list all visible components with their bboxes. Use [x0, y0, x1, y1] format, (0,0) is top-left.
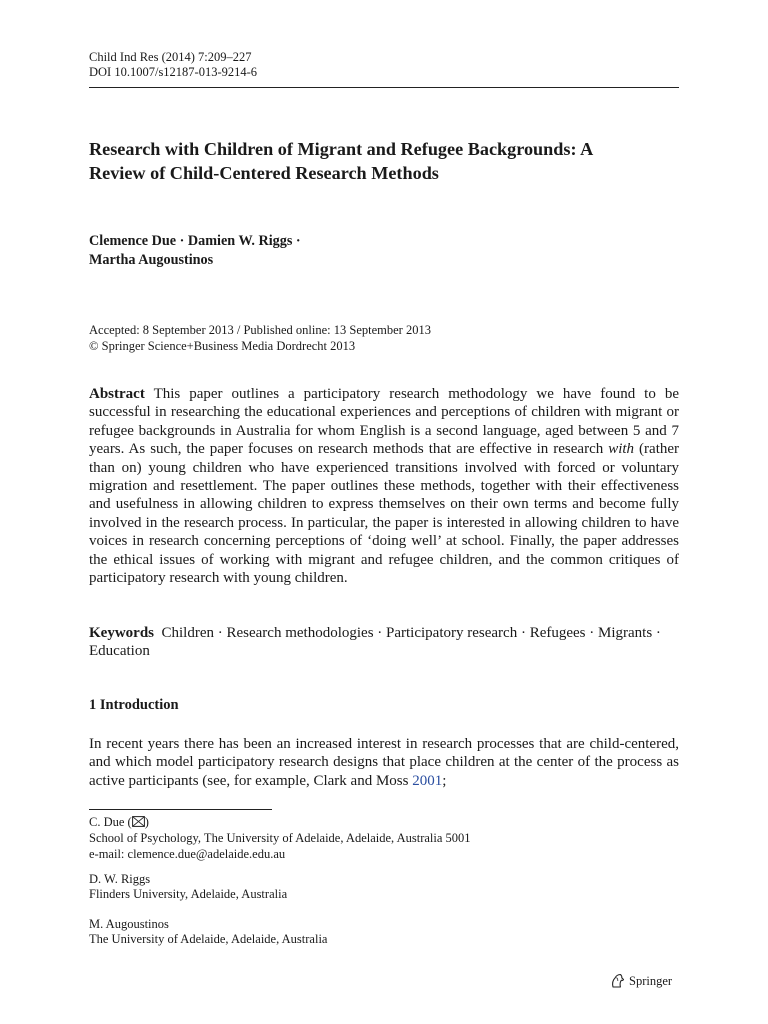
author-augoustinos-address: The University of Adelaide, Adelaide, Australia	[89, 932, 328, 947]
publication-dates	[89, 322, 649, 354]
author-due-name-close: )	[144, 815, 149, 829]
author-due-email[interactable]: e-mail: clemence.due@adelaide.edu.au	[89, 846, 286, 861]
springer-wordmark: Springer	[629, 973, 673, 988]
journal-doi: DOI 10.1007/s12187-013-9214-6	[89, 65, 258, 79]
copyright-notice: © Springer Science+Business Media Dordrecht 2013	[89, 339, 356, 353]
author-riggs-name: D. W. Riggs	[89, 872, 151, 886]
author-due-address: School of Psychology, The University of Adelaide, Adelaide, Australia 5001	[89, 831, 471, 846]
envelope-icon	[132, 816, 145, 831]
introduction-text	[89, 735, 679, 790]
keywords-text: Children · Research methodologies · Participatory research · Refugees · Migrants · Education	[89, 625, 661, 660]
author-riggs-address: Flinders University, Adelaide, Australia	[89, 887, 288, 902]
author-due-name: C. Due (	[89, 815, 132, 829]
abstract-label: Abstract	[89, 386, 145, 402]
accepted-published-dates: Accepted: 8 September 2013 / Published online: 13 September 2013	[89, 323, 431, 337]
footnote-rule	[89, 809, 272, 810]
affiliation-riggs	[89, 872, 609, 903]
citation-link-clark-moss[interactable]: 2001	[412, 772, 443, 789]
abstract-emphasis: with	[608, 441, 635, 458]
abstract-text-part1: This paper outlines a participatory research methodology we have found to be successful in researching the educational experiences and perceptions of children with migrant or refugee backgrounds in Australia for whom English is a second language, aged between 5 and 7 years. As such, the paper focuses on research methods that are effective in research	[89, 386, 680, 458]
authors-line-1: Clemence Due · Damien W. Riggs ·	[89, 233, 301, 249]
abstract	[89, 385, 679, 587]
section-heading-introduction: 1 Introduction	[89, 697, 179, 713]
springer-horse-icon	[610, 973, 625, 989]
affiliation-augoustinos	[89, 917, 609, 948]
keywords-label: Keywords	[89, 625, 154, 641]
intro-text-part2: ;	[442, 772, 447, 789]
keywords	[89, 624, 679, 661]
springer-logo	[610, 973, 672, 989]
paper-title: Research with Children of Migrant and Refugee Backgrounds: A Review of Child-Centered Research Methods	[89, 139, 593, 183]
author-augoustinos-name: M. Augoustinos	[89, 917, 169, 931]
header-rule	[89, 87, 679, 88]
authors-line-2: Martha Augoustinos	[89, 252, 214, 268]
abstract-text-part2: (rather than on) young children who have experienced transitions involved with forced or voluntary migration and resettlement. The paper outlines these methods, together with their effectiveness and usefulness in allowing children to express themselves on their own terms and become fully involved in the research process. In particular, the paper is interested in allowing children to have voices in research concerning perceptions of ‘doing well’ at school. Finally, the paper addresses the ethical issues of working with migrant and refugee children, and the common critiques of participatory research with young children.	[89, 441, 680, 587]
affiliation-due	[89, 815, 609, 862]
author-list	[89, 232, 509, 270]
journal-header	[89, 50, 257, 80]
intro-text-part1: In recent years there has been an increased interest in research processes that are child-centered, and which model participatory research designs that place children at the center of the process as active participants (see, for example, Clark and Moss	[89, 736, 679, 789]
journal-citation: Child Ind Res (2014) 7:209–227	[89, 50, 252, 64]
